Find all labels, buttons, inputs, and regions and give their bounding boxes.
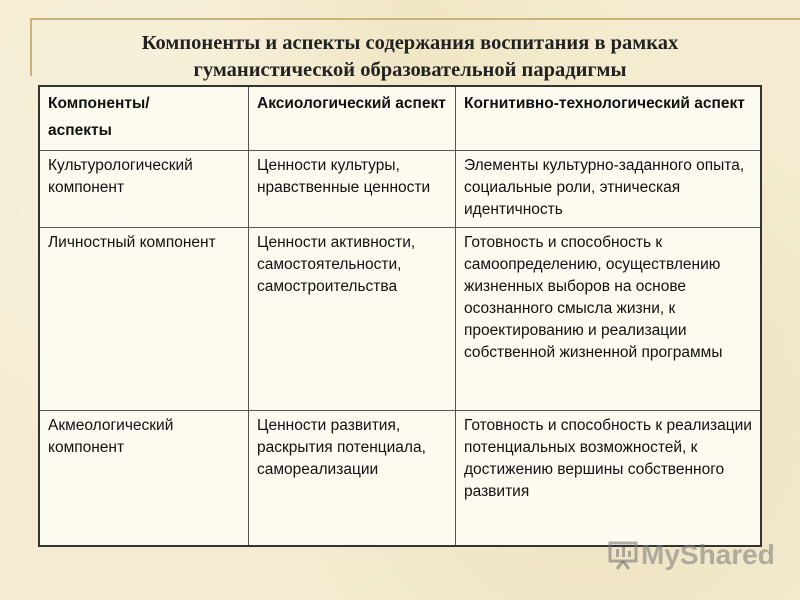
presentation-board-icon xyxy=(607,539,639,571)
table-row xyxy=(39,151,761,228)
header-components: Компоненты/ аспекты xyxy=(39,86,249,151)
cell-cognitive: Готовность и способность к самоопределению, осуществлению жизненных выборов на основе осознанного смысла жизни, к проектированию и реализации собственной жизненной программы xyxy=(456,228,762,411)
frame-left-line xyxy=(30,18,32,76)
watermark-text: MyShared xyxy=(641,539,775,570)
cell-component: Личностный компонент xyxy=(39,228,249,411)
cell-axiological: Ценности культуры, нравственные ценности xyxy=(249,151,456,228)
cell-axiological: Ценности развития, раскрытия потенциала, самореализации xyxy=(249,411,456,547)
header-axiological: Аксиологический аспект xyxy=(249,86,456,151)
cell-cognitive: Готовность и способность к реализации потенциальных возможностей, к достижению вершины собственного развития xyxy=(456,411,762,547)
frame-top-line xyxy=(30,18,800,20)
table-header-row xyxy=(39,86,761,151)
slide-title-line-1: Компоненты и аспекты содержания воспитания в рамках xyxy=(141,32,679,54)
cell-component: Акмеологический компонент xyxy=(39,411,249,547)
slide-title xyxy=(60,30,760,84)
cell-component: Культурологический компонент xyxy=(39,151,249,228)
cell-cognitive: Элементы культурно-заданного опыта, социальные роли, этническая идентичность xyxy=(456,151,762,228)
content-table xyxy=(38,85,762,547)
table-row xyxy=(39,228,761,411)
watermark xyxy=(607,538,775,572)
cell-axiological: Ценности активности, самостоятельности, самостроительства xyxy=(249,228,456,411)
slide-title-line-2: гуманистической образовательной парадигмы xyxy=(193,59,627,81)
table-row xyxy=(39,411,761,547)
header-cognitive: Когнитивно-технологический аспект xyxy=(456,86,762,151)
